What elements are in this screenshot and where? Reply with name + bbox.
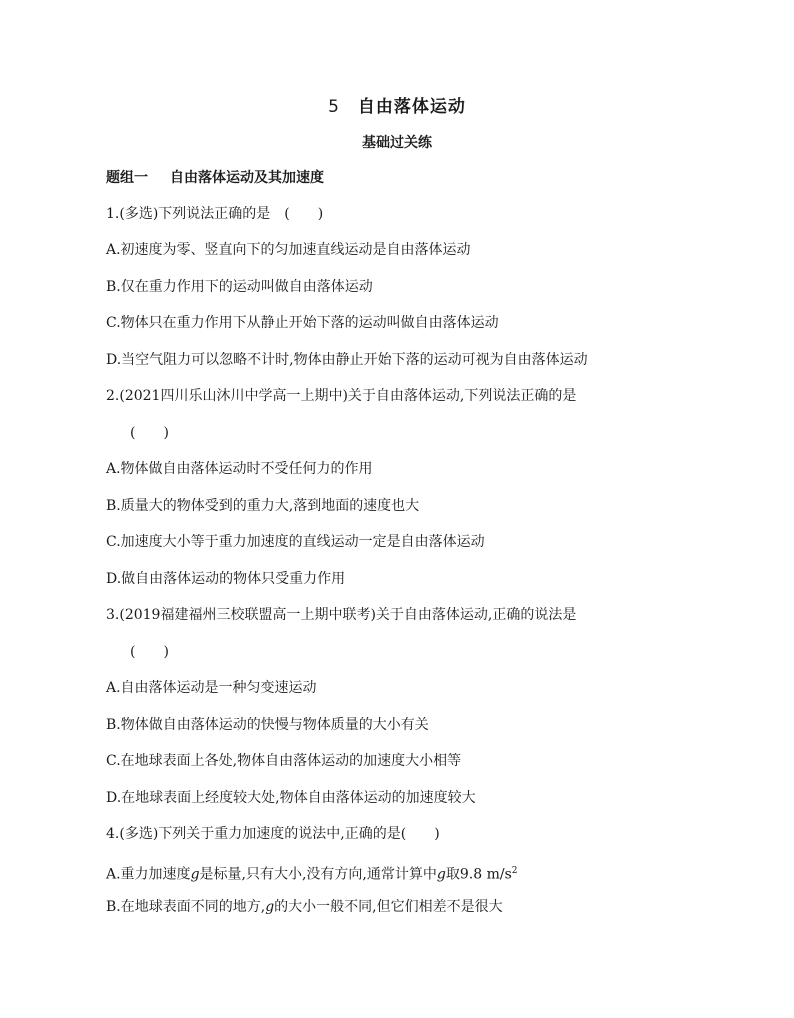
section-title: 自由落体运动 <box>357 97 466 117</box>
question-3-option-a: A.自由落体运动是一种匀变速运动 <box>106 680 317 696</box>
q4a-prefix: A.重力加速度 <box>106 866 191 883</box>
question-2-option-c: C.加速度大小等于重力加速度的直线运动一定是自由落体运动 <box>106 534 485 550</box>
q4b-prefix: B.在地球表面不同的地方, <box>106 899 266 915</box>
question-3-option-d: D.在地球表面上经度较大处,物体自由落体运动的加速度较大 <box>106 790 476 806</box>
question-4-option-a <box>106 861 518 885</box>
q4b-var-g: g <box>265 899 275 915</box>
question-3-answer-bracket: ( ) <box>130 644 169 660</box>
group-topic: 自由落体运动及其加速度 <box>170 170 324 186</box>
question-2-option-b: B.质量大的物体受到的重力大,落到地面的速度也大 <box>106 498 420 514</box>
question-2-option-d: D.做自由落体运动的物体只受重力作用 <box>106 571 346 587</box>
page-title <box>0 92 794 117</box>
question-3-stem: 3.(2019福建福州三校联盟高一上期中联考)关于自由落体运动,正确的说法是 <box>106 607 577 623</box>
q4a-suffix: 取9.8 m/s <box>445 866 512 883</box>
q4a-middle: 是标量,只有大小,没有方向,通常计算中 <box>199 866 437 883</box>
question-2-answer-bracket: ( ) <box>130 425 169 441</box>
question-1-option-a: A.初速度为零、竖直向下的匀加速直线运动是自由落体运动 <box>106 242 471 258</box>
q4a-var-g: g <box>190 866 200 883</box>
group-label: 题组一 <box>106 170 148 186</box>
question-1-stem: 1.(多选)下列说法正确的是 ( ) <box>106 206 324 222</box>
section-number: 5 <box>328 97 340 117</box>
q4b-suffix: 的大小一般不同,但它们相差不是很大 <box>274 899 503 915</box>
question-3-option-c: C.在地球表面上各处,物体自由落体运动的加速度大小相等 <box>106 753 462 769</box>
question-2-option-a: A.物体做自由落体运动时不受任何力的作用 <box>106 461 373 477</box>
question-4-option-b <box>106 897 503 917</box>
question-4-stem: 4.(多选)下列关于重力加速度的说法中,正确的是( ) <box>106 826 440 842</box>
q4a-exponent: 2 <box>511 866 518 876</box>
question-1-option-b: B.仅在重力作用下的运动叫做自由落体运动 <box>106 279 373 295</box>
question-1-option-c: C.物体只在重力作用下从静止开始下落的运动叫做自由落体运动 <box>106 315 499 331</box>
question-3-option-b: B.物体做自由落体运动的快慢与物体质量的大小有关 <box>106 717 429 733</box>
group-heading <box>106 168 324 188</box>
question-2-stem: 2.(2021四川乐山沐川中学高一上期中)关于自由落体运动,下列说法正确的是 <box>106 388 577 404</box>
question-1-option-d: D.当空气阻力可以忽略不计时,物体由静止开始下落的运动可视为自由落体运动 <box>106 352 588 368</box>
page-subtitle: 基础过关练 <box>362 135 432 151</box>
q4a-var-g-2: g <box>436 866 446 883</box>
